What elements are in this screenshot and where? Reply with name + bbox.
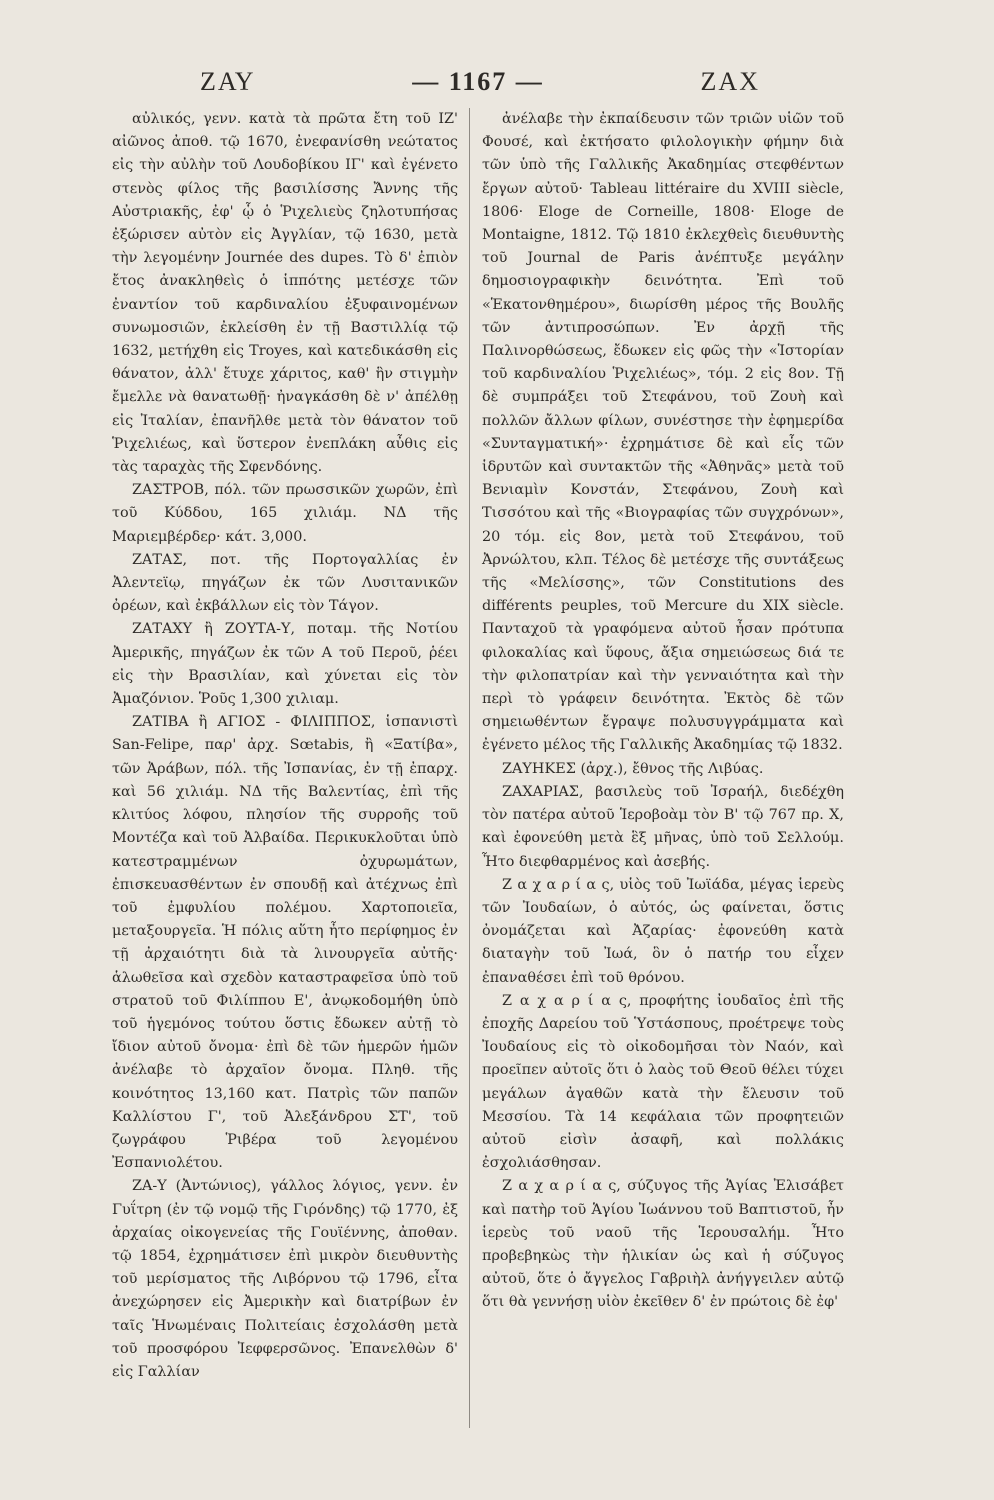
header-right-word: ΖΑΧ <box>700 67 760 96</box>
entry-zay: ΖΑ-Υ (Ἀντώνιος), γάλλος λόγιος, γενν. ἐν Γυΐτρη (ἐν τῷ νομῷ τῆς Γιρόνδης) τῷ 1770, ἐξ ἀρχαίας οἰκογενείας τῆς Γουϊέννης, ἀποθαν. τῷ 1854, ἐχρημάτισεν ἐπὶ μικρὸν διευθυντὴς τοῦ μερίσματος τῆς Λιβόρνου τῷ 1796, εἶτα ἀνεχώρησεν εἰς Ἀμερικὴν καὶ διατρίβων ἐν ταῖς Ἡνωμέναις Πολιτείαις ἐσχολάσθη μετὰ τοῦ προσφόρου Ἰεφφερσῶνος. Ἐπανελθὼν δ' εἰς Γαλλίαν <box>112 1178 458 1380</box>
column-divider <box>469 108 470 1428</box>
page-number: — 1167 — <box>412 67 544 96</box>
entry-zacharias-father: Ζ α χ α ρ ί α ς, σύζυγος τῆς Ἁγίας Ἐλισάβετ καὶ πατὴρ τοῦ Ἁγίου Ἰωάννου τοῦ Βαπτιστοῦ, ἦν ἱερεὺς τοῦ ναοῦ τῆς Ἱερουσαλήμ. Ἦτο προβεβηκὼς τὴν ἡλικίαν ὡς καὶ ἡ σύζυγος αὐτοῦ, ὅτε ὁ ἄγγελος Γαβριὴλ ἀνήγγειλεν αὐτῷ ὅτι θὰ γεννήσῃ υἱὸν ἐκεῖθεν δ' ἐν πρώτοις δὲ ἐφ' <box>482 1178 844 1311</box>
right-column <box>482 108 844 1315</box>
left-column <box>112 108 458 1384</box>
page-header <box>200 62 760 102</box>
entry-zacharias-prophet: Ζ α χ α ρ ί α ς, προφήτης ἰουδαῖος ἐπὶ τῆς ἐποχῆς Δαρείου τοῦ Ὑστάσπους, προέτρεψε τοὺς Ἰουδαίους εἰς τὸ οἰκοδομῆσαι τὸν Ναόν, καὶ προεῖπεν αὐτοῖς ὅτι ὁ λαὸς τοῦ Θεοῦ θέλει τύχει μεγάλων ἀγαθῶν κατὰ τὴν ἔλευσιν τοῦ Μεσσίου. Τὰ 14 κεφάλαια τῶν προφητειῶν αὐτοῦ εἰσὶν ἀσαφῆ, καὶ πολλάκις ἐσχολιάσθησαν. <box>482 992 844 1172</box>
entry-zatas: ΖΑΤΑΣ, ποτ. τῆς Πορτογαλλίας ἐν Ἀλεντεϊῳ, πηγάζων ἐκ τῶν Λυσιτανικῶν ὀρέων, καὶ ἐκβάλλων εἰς τὸν Τάγον. <box>112 551 458 615</box>
entry-zastrov: ΖΑΣΤΡΟΒ, πόλ. τῶν πρωσσικῶν χωρῶν, ἐπὶ τοῦ Κύδδου, 165 χιλιάμ. ΝΔ τῆς Μαριεμβέρδερ· κάτ. 3,000. <box>112 482 458 545</box>
entry-paragraph: αὐλικός, γενν. κατὰ τὰ πρῶτα ἔτη τοῦ ΙΖ' αἰῶνος ἀποθ. τῷ 1670, ἐνεφανίσθη νεώτατος εἰς τὴν αὐλὴν τοῦ Λουδοβίκου ΙΓ' καὶ ἐγένετο στενὸς φίλος τῆς βασιλίσσης Ἄννης τῆς Αὐστριακῆς, ἐφ' ᾧ ὁ Ῥιχελιεὺς ζηλοτυπήσας ἐξώρισεν αὐτὸν εἰς Ἀγγλίαν, τῷ 1630, μετὰ τὴν λεγομένην Journée des dupes. Τὸ δ' ἐπιὸν ἔτος ἀνακληθεὶς ὁ ἱππότης μετέσχε τῶν ἐναντίον τοῦ καρδιναλίου ἐξυφαινομένων συνωμοσιῶν, ἐκλείσθη ἐν τῇ Βαστιλλίᾳ τῷ 1632, μετήχθη εἰς Troyes, καὶ κατεδικάσθη εἰς θάνατον, ἀλλ' ἔτυχε χάριτος, καθ' ἣν στιγμὴν ἔμελλε νὰ θανατωθῇ· ἠναγκάσθη δὲ ν' ἀπέλθῃ εἰς Ἰταλίαν, ἐπανῆλθε μετὰ τὸν θάνατον τοῦ Ῥιχελιέως, καὶ ὕστερον ἐνεπλάκη αὖθις εἰς τὰς ταραχὰς τῆς Σφενδόνης. <box>112 111 458 476</box>
entry-zacharias-priest: Ζ α χ α ρ ί α ς, υἱὸς τοῦ Ἰωϊάδα, μέγας ἱερεὺς τῶν Ἰουδαίων, ὁ αὐτός, ὡς φαίνεται, ὅστις ὀνομάζεται καὶ Ἀζαρίας· ἐφονεύθη κατὰ διαταγὴν τοῦ Ἰωά, ὃν ὁ πατήρ του εἶχεν ἐπαναθέσει ἐπὶ τοῦ θρόνου. <box>482 876 844 986</box>
entry-zayekes: ΖΑΥΗΚΕΣ (ἀρχ.), ἔθνος τῆς Λιβύας. <box>502 760 764 777</box>
header-left-word: ΖΑΥ <box>200 67 256 96</box>
entry-continuation: ἀνέλαβε τὴν ἐκπαίδευσιν τῶν τριῶν υἱῶν τοῦ Φουσέ, καὶ ἐκτήσατο φιλολογικὴν φήμην διὰ τῶν ὑπὸ τῆς Γαλλικῆς Ἀκαδημίας στεφθέντων ἔργων αὐτοῦ· Tableau littéraire du XVIII siècle, 1806· Eloge de Corneille, 1808· Eloge de Montaigne, 1812. Τῷ 1810 ἐκλεχθεὶς διευθυντὴς τοῦ Journal de Paris ἀνέπτυξε μεγάλην δημοσιογραφικὴν δεινότητα. Ἐπὶ τοῦ «Ἑκατονθημέρου», διωρίσθη μέρος τῆς Βουλῆς τῶν ἀντιπροσώπων. Ἐν ἀρχῇ τῆς Παλινορθώσεως, ἔδωκεν εἰς φῶς τὴν «Ἱστορίαν τοῦ καρδιναλίου Ῥιχελιέως», τόμ. 2 εἰς 8ον. Τῇ δὲ συμπράξει τοῦ Στεφάνου, τοῦ Ζουὴ καὶ πολλῶν ἄλλων φίλων, συνέστησε τὴν ἐφημερίδα «Συνταγματική»· ἐχρημάτισε δὲ καὶ εἷς τῶν ἱδρυτῶν καὶ συντακτῶν τῆς «Ἀθηνᾶς» μετὰ τοῦ Βενιαμὶν Κονστάν, Στεφάνου, Ζουὴ καὶ Τισσότου καὶ τῆς «Βιογραφίας τῶν συγχρόνων», 20 τόμ. εἰς 8ον, μετὰ τοῦ Στεφάνου, τοῦ Ἀρνώλτου, κλπ. Τέλος δὲ μετέσχε τῆς συντάξεως τῆς «Μελίσσης», τῶν Constitutions des différents peuples, τοῦ Mercure du XIX siècle. Πανταχοῦ τὰ γραφόμενα αὐτοῦ ἦσαν πρότυπα φιλοκαλίας καὶ ὕφους, ἄξια σημειώσεως διά τε τὴν φιλοπατρίαν καὶ τὴν γενναιότητα καὶ τὴν περὶ τὸ γράφειν δεινότητα. Ἐκτὸς δὲ τῶν σημειωθέντων ἔγραψε πολυσυγγράμματα καὶ ἐγένετο μέλος τῆς Γαλλικῆς Ἀκαδημίας τῷ 1832. <box>482 111 844 754</box>
entry-zatachy: ΖΑΤΑΧΥ ἢ ΖΟΥΤΑ-Υ, ποταμ. τῆς Νοτίου Ἀμερικῆς, πηγάζων ἐκ τῶν Α τοῦ Περοῦ, ῥέει εἰς τὴν Βρασιλίαν, καὶ χύνεται εἰς τὸν Ἀμαζόνιον. Ῥοῦς 1,300 χιλιαμ. <box>112 621 458 708</box>
entry-zatiba: ΖΑΤΙΒΑ ἢ ΑΓΙΟΣ - ΦΙΛΙΠΠΟΣ, ἱσπανιστὶ San-Felipe, παρ' ἀρχ. Sœtabis, ἢ «Ξατίβα», τῶν Ἀράβων, πόλ. τῆς Ἰσπανίας, ἐν τῇ ἐπαρχ. καὶ 56 χιλιάμ. ΝΔ τῆς Βαλεντίας, ἐπὶ τῆς κλιτύος λόφου, πλησίον τῆς συρροῆς τοῦ Μοντέζα καὶ τοῦ Ἀλβαίδα. Περικυκλοῦται ὑπὸ κατεστραμμένων ὀχυρωμάτων, ἐπισκευασθέντων ἐν σπουδῇ καὶ ἀτέχνως ἐπὶ τοῦ ἐμφυλίου πολέμου. Χαρτοποιεῖα, μεταξουργεῖα. Ἡ πόλις αὕτη ἦτο περίφημος ἐν τῇ ἀρχαιότητι διὰ τὰ λινουργεῖα αὐτῆς· ἁλωθεῖσα καὶ σχεδὸν καταστραφεῖσα ὑπὸ τοῦ στρατοῦ τοῦ Φιλίππου Ε', ἀνῳκοδομήθη ὑπὸ τοῦ ἡγεμόνος τούτου ὅστις ἔδωκεν αὐτῇ τὸ ἴδιον αὐτοῦ ὄνομα· ἐπὶ δὲ τῶν ἡμερῶν ἡμῶν ἀνέλαβε τὸ ἀρχαῖον ὄνομα. Πληθ. τῆς κοινότητος 13,160 κατ. Πατρὶς τῶν παπῶν Καλλίστου Γ', τοῦ Ἀλεξάνδρου ΣΤ', τοῦ ζωγράφου Ῥιβέρα τοῦ λεγομένου Ἐσπανιολέτου. <box>112 714 458 1172</box>
entry-zacharias-king: ΖΑΧΑΡΙΑΣ, βασιλεὺς τοῦ Ἰσραήλ, διεδέχθη τὸν πατέρα αὐτοῦ Ἱεροβοὰμ τὸν Β' τῷ 767 πρ. Χ, καὶ ἐφονεύθη μετὰ ἓξ μῆνας, ὑπὸ τοῦ Σελλούμ. Ἦτο διεφθαρμένος καὶ ἀσεβής. <box>482 783 844 870</box>
